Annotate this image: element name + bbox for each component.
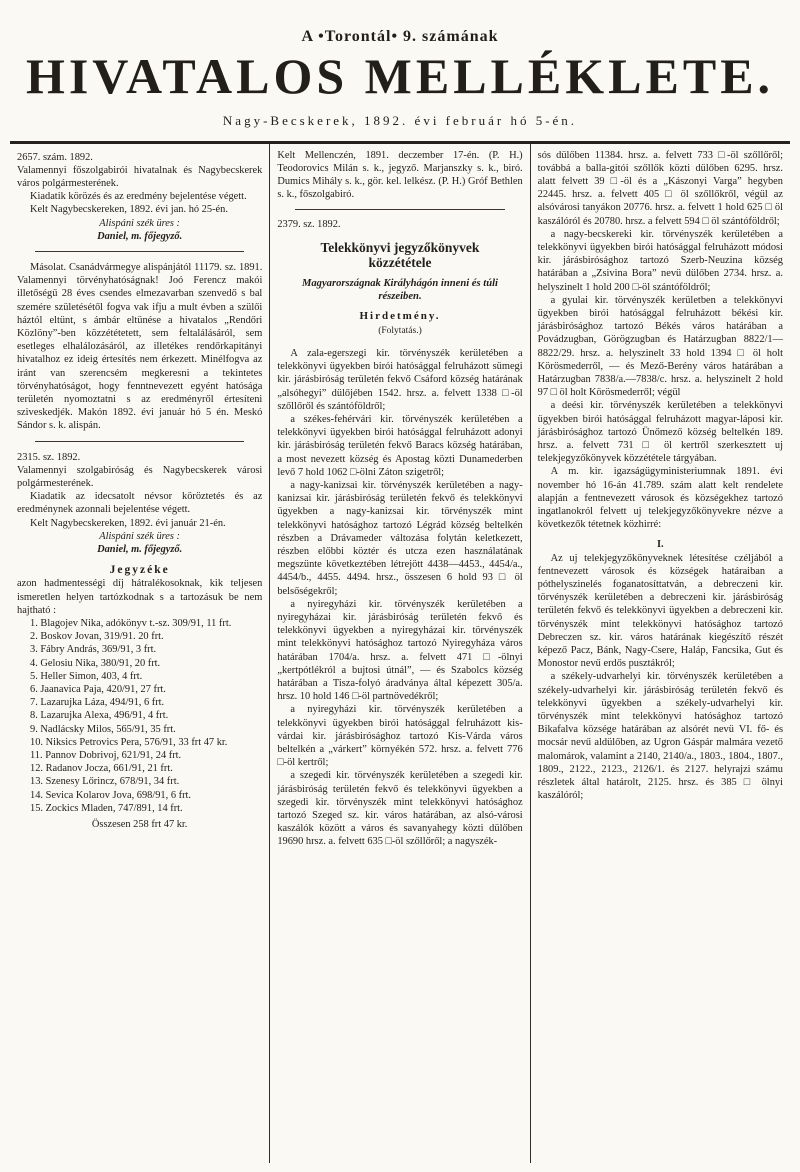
list-item: 2. Boskov Jovan, 319/91. 20 frt.: [30, 631, 164, 643]
list-item: 6. Jaanavica Paja, 420/91, 27 frt.: [30, 684, 166, 696]
paragraph: a nyiregyházi kir. törvényszék kerületében a telekkönyvi ügyekben birói hatósággal felruházott kis-várdai kir. járásbirósághoz tartozó Kis-Várda város beltelkén a „várkert” környékén 572. hrsz. a. felvett 776 □-öl kertről;: [277, 704, 523, 769]
paragraph-signatures: Kelt Mellenczén, 1891. deczember 17-én. (P. H.) Teodorovics Milán s. k., jegyző. Marjanszky s. k., biró. Dumics Mihály s. k., gör. kel. lelkész. (P. H.) Gróf Bethlen s. k., főszolgabiró.: [277, 149, 523, 201]
list-item: 8. Lazarujka Alexa, 496/91, 4 frt.: [30, 710, 169, 722]
notice-title: Telekkönyvi jegyzőkönyvek közzététele: [320, 239, 480, 271]
notice-subtitle: Magyarországnak Királyhágón inneni és túli részeiben.: [301, 277, 498, 302]
paragraph-dated: Kelt Nagybecskereken, 1892. évi január 21-én.: [30, 517, 226, 529]
list-item: 13. Szenesy Lőrincz, 678/91, 34 frt.: [30, 776, 180, 788]
paragraph-addressee: Valamennyi szolgabiróság és Nagybecskerek városi polgármesterének.: [17, 464, 263, 489]
paragraph-dated: Kelt Nagybecskereken, 1892. évi jan. hó 25-én.: [30, 204, 228, 216]
paragraph-masolat: Másolat. Csanádvármegye alispánjától 11179. sz. 1891. Valamennyi törvényhatóságnak! Joó Ferencz makói illetőségű 28 éves csendes elmezavarban szenvedő s bal szemére születésétől fogva vak ifju a mult évben a szülői háztól eltünt, s ámbár eltünése a hivatalos „Rendőri Közlöny”-ben közzététetett, sem feltalálásáról, sem esetleges elhalálozásáról, az illetékes rendőrkapitányi hivatalhoz ez ideig értesítés nem érkezett. Minélfogva az iránt van szerencsém megkeresni a tekintetes törvényhatóságot, hogy fenntnevezett egyént hatósága területén nyomoztatni s az eredményről értesíteni sziveskedjék. Makón 1892. évi január hó 5 én. Meskó Sándor s. k. alispán.: [17, 261, 263, 432]
doc-number: 2315. sz. 1892.: [17, 451, 81, 463]
list-item: 15. Zockics Mladen, 747/891, 14 frt.: [30, 802, 183, 814]
paragraph: Az uj telekjegyzőkönyveknek létesítése czéljából a fentnevezett városok és községek határaiban a póthelyszinelés foganatosíttatván, a debreczeni kir. törvényszék kerületében a debreczeni kir. járásbiróság területén fekvő és telekkönyvi ügyekben a debreczeni kir. törvényszék mint telekkönyvi hatósághoz tartozó Debreczen sz. kir. város határának kiegészítő részét képező Pacz, Bánk, Nagy-Csere, Haláp, Fancsika, Gut és Monostor nevű erdős pusztákról;: [537, 552, 783, 670]
section-divider: [35, 251, 244, 252]
paragraph: sós dülőben 11384. hrsz. a. felvett 733 □-öl szőllőről; továbbá a balla-gitói szőllők közti dülőben 6295. hrsz. alatt felvett 39 □-öl és a „Kászonyi Varga” hegyben 22445. hrsz. a. felvett 405 □ öl szőllőkről, végül az alsóvárosi tanyákon 20776. hrsz. a. felvett 1 hold 625 □ öl kaszálóról és 20780. hrsz. a felvett 594 □ öl szántóföldről;: [537, 149, 783, 227]
list-heading: Jegyzéke: [109, 564, 170, 577]
list-item: 10. Niksics Petrovics Pera, 576/91, 33 frt 47 kr.: [30, 736, 228, 748]
signature-line: Alispáni szék üres :: [99, 217, 181, 229]
list-item: 3. Fábry András, 369/91, 3 frt.: [30, 644, 157, 656]
paragraph: a deési kir. törvényszék kerületében a telekkönyvi ügyekben birói hatósággal felruházott magyar-láposi kir. járásbirósághoz tartozó Ünőmező község beltelkén 189. hrsz. a. felvett 731 □ öl kertről szerkesztett uj telekjegyzőkönyvek közzététele tárgyában.: [537, 400, 783, 465]
list-total: Összesen 258 frt 47 kr.: [91, 819, 188, 831]
paragraph: a nyiregyházi kir. törvényszék kerületében a nyiregyházai kir. járásbiróság területén fekvő és telekkönyvi ügyekben a nyiregyházai kir. törvényszék mint telekkönyvi hatósághoz tartozó Nyiregyháza város határában 1704/a. hrsz. a. felvett 471 □-ölnyi „kertpótlékról a bujtosi útnál”, — és Szabolcs község határában a Tisza-folyó áradványa által képezett 305/a. hrsz. 10 hold 146 □-öl partnövedékről;: [277, 598, 523, 703]
list-intro: azon hadmentességi díj hátralékosoknak, kik teljesen ismeretlen helyen tartózkodnak s a tartozásuk be nem hajtható :: [17, 578, 263, 616]
paragraph: A m. kir. igazságügyministeriumnak 1891. évi november hó 16-án 41.789. szám alatt kelt rendelete alapján a fentnevezett városok és községekhez tartozó ingatlanokról felvett uj telekjegyzőkönyvekre nézve a következők tétetnek közhirré:: [537, 466, 783, 531]
column-left: [10, 144, 269, 1163]
signature-name: Daniel, m. főjegyző.: [97, 230, 183, 242]
paragraph: a székes-fehérvári kir. törvényszék kerületében a telekkönyvi ügyekben birói hatósággal felruházott adonyi kir. járásbiróság területén fekvő Baracs község határában, a most nevezett község és Apostag közti Dunamederben levő 7 hold 1062 □-ölni Záton szigetről;: [277, 413, 523, 478]
signature-line: Alispáni szék üres :: [99, 530, 181, 542]
section-numeral: I.: [656, 539, 664, 551]
paragraph: a nagy-becskereki kir. törvényszék kerületében a telekkönyvi ügyekben birói hatósággal felruházott módosi kir. járásbirósághoz tartozó Szerb-Neuzina község határában a „Zsivina Bora” nevü dülőben 2734. hrsz. a. helyszinelt 1 hold 200 □-öl szántóföldről;: [537, 228, 783, 293]
paragraph-addressee: Valamennyi főszolgabirói hivatalnak és Nagybecskerek város polgármesterének.: [17, 164, 263, 189]
column-right: [530, 144, 790, 1163]
notice-continuation: (Folytatás.): [378, 325, 422, 336]
paragraph: a szegedi kir. törvényszék kerületében a szegedi kir. járásbiróság területén fekvő és telekkönyvi ügyekben a szegedi kir. törvényszék mint telekkönyvi hatósághoz tartozó Szeged sz. kir. város határában, az alsó-városi kaszálók között a város és savanyahegy közti dülőben 19690 hrsz. a. felvett 635 □-öl szőllőről; a nagyszék-: [277, 770, 523, 848]
paragraph-order: Kiadatik körözés és az eredmény bejelentése végett.: [30, 191, 247, 203]
doc-number: 2657. szám. 1892.: [17, 151, 93, 163]
column-center: [269, 144, 529, 1163]
list-item: 14. Sevica Kolarov Jova, 698/91, 6 frt.: [30, 789, 192, 801]
list-item: 12. Radanov Jocza, 661/91, 21 frt.: [30, 763, 173, 775]
list-item: 4. Gelosiu Nika, 380/91, 20 frt.: [30, 657, 161, 669]
notice-heading: Hirdetmény.: [359, 309, 441, 322]
list-item: 5. Heller Simon, 403, 4 frt.: [30, 670, 143, 682]
paragraph: a nagy-kanizsai kir. törvényszék kerületében a nagy-kanizsai kir. járásbiróság területén fekvő és telekkönyvi ügyekben a nagy-kanizsai kir. törvényszék mint telekkönyvi hatósághoz tartozó Légrád község beltelkén részben a Drávameder változása folytán keletkezett, részben előbbi köztér és utcza ezen használatának megszünte következtében létrejött 4438—4453., 4454/a., 4454/b., 4455. 4494. hrsz., összesen 6 hold 93 □ öl belsőségekről;: [277, 479, 523, 597]
paragraph: a székely-udvarhelyi kir. törvényszék kerületében a székely-udvarhelyi kir. járásbiróság területén fekvő és telekkönyvi ügyekben a székely-udvarhelyi kir. törvényszék mint telekkönyvi hatósághoz tartozó Bikafalva községe határában az alsórét nevü VI. fő- és mocsár nevű aldülőben, az Ugron Gáspár malmára vezető malomárok, valamint a 2140, 2140/a., 1803., 1804., 1807., 1809., 2122., 2123., 2126/1. és 2127. helyrajzi számu részletek által határolt, 2125. hrsz. és 385 □ ölnyi kaszálóról;: [537, 671, 783, 802]
signature-name: Daniel, m. főjegyző.: [97, 543, 183, 555]
paragraph: a gyulai kir. törvényszék kerületben a telekkönyvi ügyekben birói hatósággal felruházott békési kir. járásbirósághoz tartozó Békés város határában a Povádzugban, Görögzugban és Határzugban 8822/1—8822/29. hrsz. a. helyszinelt 33 hold 1394 □ öl holt Körösmederről, — és Mező-Berény város határában a Határzugban 7838/a.—7838/c. hrsz. a. helyszinelt 2 hold 97 □ öl holt Körösmederről; végül: [537, 294, 783, 399]
list-item: 7. Lazarujka Láza, 494/91, 6 frt.: [30, 697, 165, 709]
paragraph: A zala-egerszegi kir. törvényszék kerületében a telekkönyvi ügyekben birói hatósággal felruházott sümegi kir. járásbiróság területén fekvő Csáford község határának „alsóhegyi” dülőjében 1542. hrsz. a. felvett 1338 □-öl szőllőről és szántóföldről;: [277, 347, 523, 412]
page-title: HIVATALOS MELLÉKLETE.: [25, 48, 775, 104]
date-line: Nagy-Becskerek, 1892. évi február hó 5-én.: [222, 112, 578, 128]
paragraph-order: Kiadatik az idecsatolt névsor köröztetés és az eredménynek azonnali bejelentése végett.: [17, 491, 263, 516]
doc-number: 2379. sz. 1892.: [277, 219, 341, 231]
list-item: 1. Blagojev Nika, adókönyv t.-sz. 309/91, 11 frt.: [30, 618, 232, 629]
issue-line: A •Torontál• 9. számának: [301, 28, 499, 45]
section-divider: [295, 209, 504, 210]
masthead: [10, 6, 790, 137]
column-container: [10, 141, 790, 1163]
list-item: 9. Nadlácsky Milos, 565/91, 35 frt.: [30, 723, 176, 735]
section-divider: [35, 441, 244, 442]
list-item: 11. Pannov Dobrivoj, 621/91, 24 frt.: [30, 750, 182, 762]
